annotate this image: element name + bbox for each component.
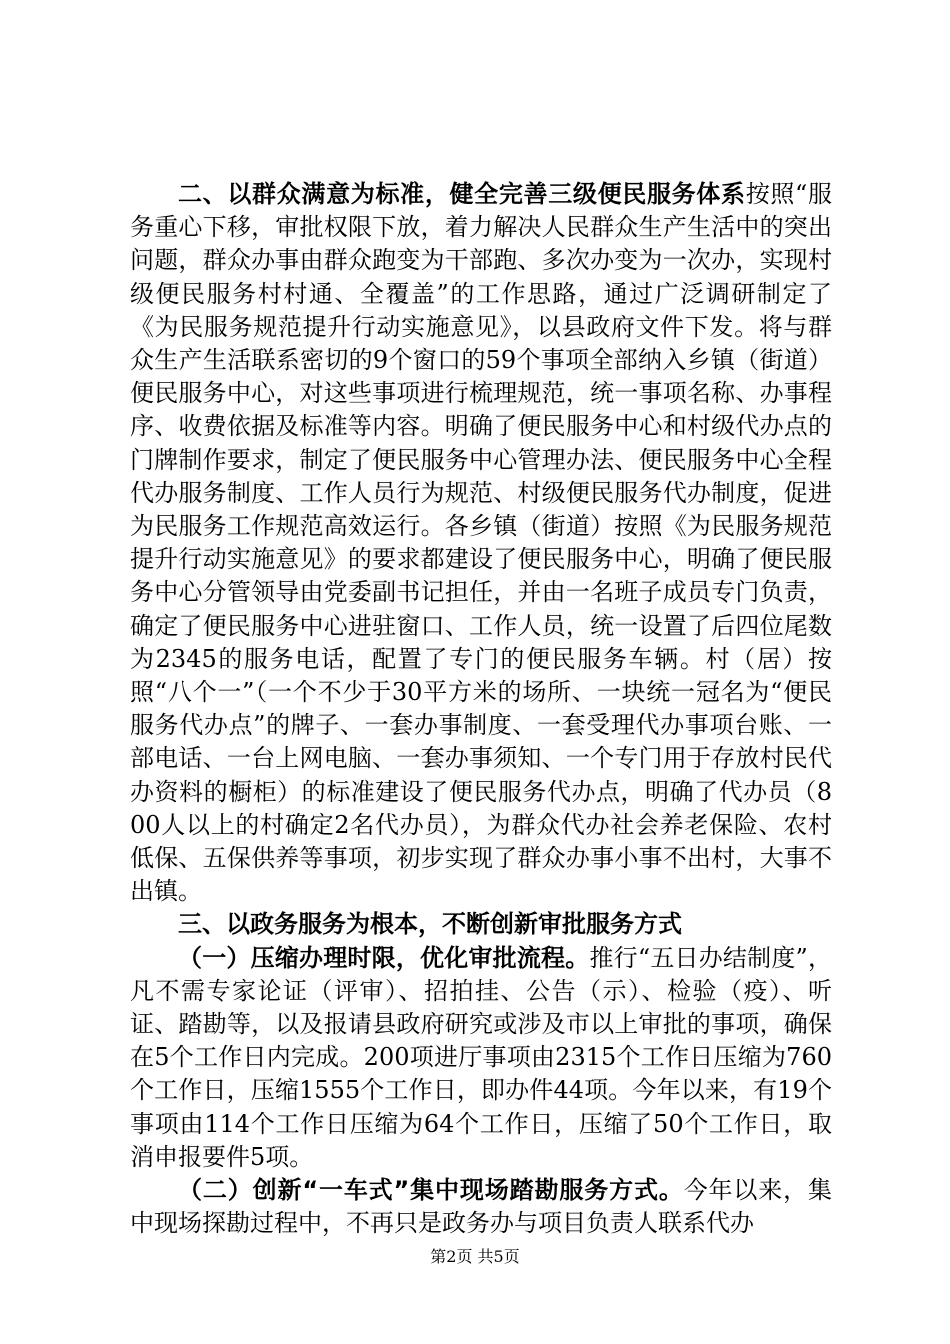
section-three-heading: 三、以政务服务为根本，不断创新审批服务方式 xyxy=(178,910,682,939)
section-two-heading: 二、以群众满意为标准，健全完善三级便民服务体系 xyxy=(178,180,746,208)
page-number-label: 第2页 共5页 xyxy=(430,1247,520,1266)
document-body xyxy=(130,178,832,1241)
section-two-body: 按照“服务重心下移，审批权限下放，着力解决人民群众生产生活中的突出问题，群众办事由群众跑变为干部跑、多次办变为一次办，实现村级便民服务村村通、全覆盖”的工作思路，通过广泛调研制定了《为民服务规范提升行动实施意见》，以县政府文件下发。将与群众生产生活联系密切的9个窗口的59个事项全部纳入乡镇（街道）便民服务中心，对这些事项进行梳理规范，统一事项名称、办事程序、收费依据及标准等内容。明确了便民服务中心和村级代办点的门牌制作要求，制定了便民服务中心管理办法、便民服务中心全程代办服务制度、工作人员行为规范、村级便民服务代办制度，促进为民服务工作规范高效运行。各乡镇（街道）按照《为民服务规范提升行动实施意见》的要求都建设了便民服务中心，明确了便民服务中心分管领导由党委副书记担任，并由一名班子成员专门负责，确定了便民服务中心进驻窗口、工作人员，统一设置了后四位尾数为2345的服务电话，配置了专门的便民服务车辆。村（居）按照“八个一”（一个不少于30平方米的场所、一块统一冠名为“便民服务代办点”的牌子、一套办事制度、一套受理代办事项台账、一部电话、一台上网电脑、一套办事须知、一个专门用于存放村民代办资料的橱柜）的标准建设了便民服务代办点，明确了代办员（800人以上的村确定2名代办员），为群众代办社会养老保险、农村低保、五保供养等事项，初步实现了群众办事小事不出村，大事不出镇。 xyxy=(130,180,833,906)
subsection-one-body: 推行“五日办结制度”，凡不需专家论证（评审）、招拍挂、公告（示）、检验（疫）、听证、踏勘等，以及报请县政府研究或涉及市以上审批的事项，确保在5个工作日内完成。200项进厅事项由2315个工作日压缩为760个工作日，压缩1555个工作日，即办件44项。今年以来，有19个事项由114个工作日压缩为64个工作日，压缩了50个工作日，取消申报要件5项。 xyxy=(130,943,832,1171)
paragraph-section-three xyxy=(130,908,832,941)
subsection-two-heading: （二）创新“一车式”集中现场踏勘服务方式。 xyxy=(178,1176,684,1205)
paragraph-section-two xyxy=(130,178,832,908)
paragraph-subsection-two xyxy=(130,1174,832,1240)
subsection-one-heading: （一）压缩办理时限，优化审批流程。 xyxy=(178,943,590,972)
subsection-two-body: 今年以来，集中现场探勘过程中，不再只是政务办与项目负责人联系代办 xyxy=(130,1176,833,1238)
paragraph-subsection-one xyxy=(130,942,832,1174)
page-footer xyxy=(0,1244,950,1267)
